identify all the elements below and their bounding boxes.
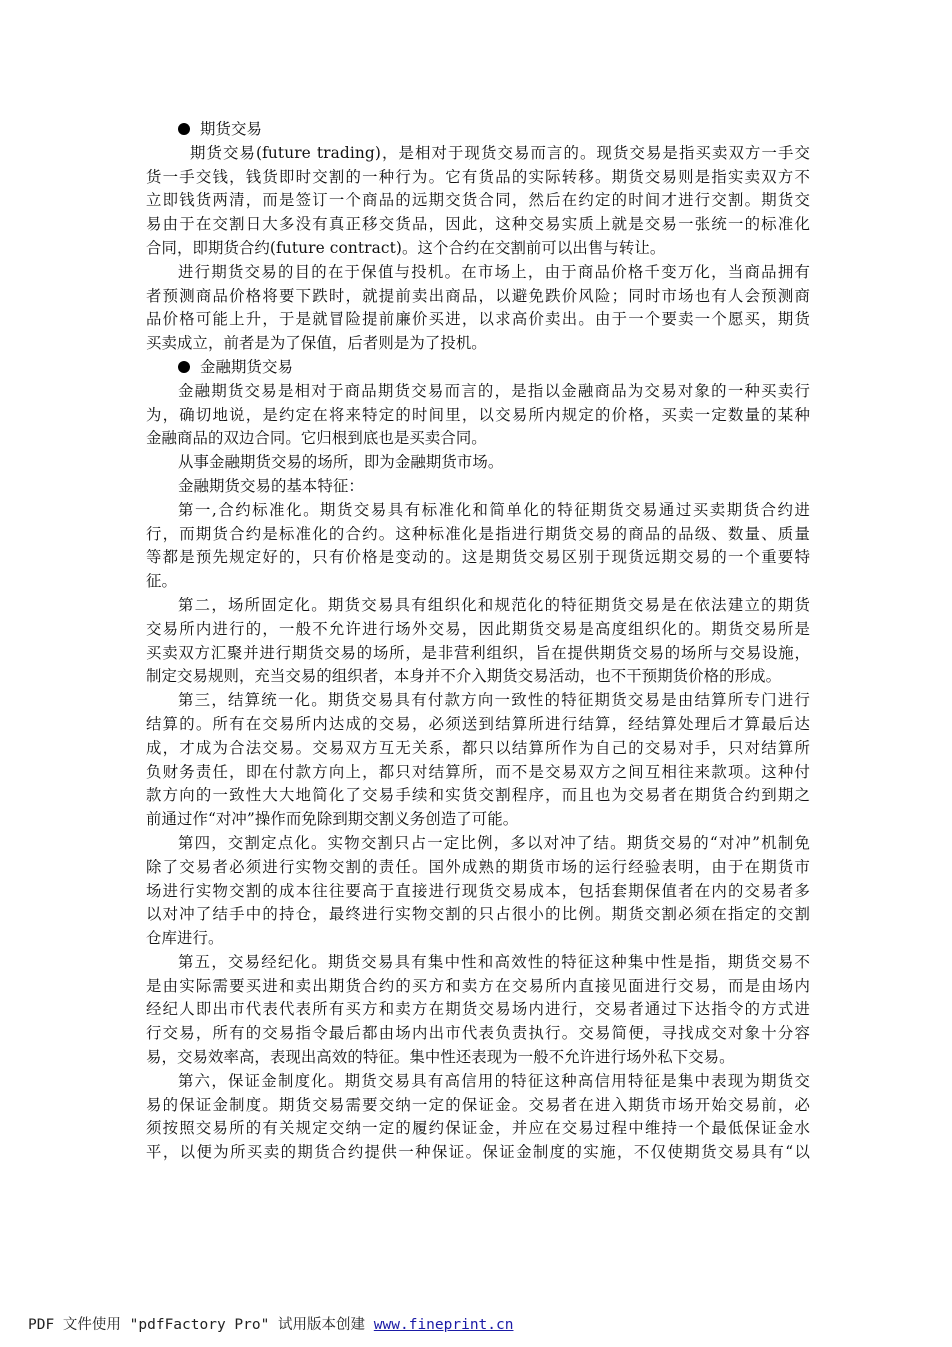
pdf-footer (28, 1313, 513, 1334)
paragraph-feature-4 (146, 832, 810, 951)
paragraph-line: 为，确切地说，是约定在将来特定的时间里，以交易所内规定的价格，买卖一定数量的某种 (146, 405, 810, 424)
paragraph-line: 负财务责任，即在付款方向上，都只对结算所，而不是交易双方之间互相往来款项。这种付 (146, 762, 810, 781)
paragraph-line: 买卖成立，前者是为了保值，后者则是为了投机。 (146, 334, 487, 353)
paragraph-line: 金融期货交易是相对于商品期货交易而言的，是指以金融商品为交易对象的一种买卖行 (178, 381, 810, 400)
paragraph-line: 立即钱货两清，而是签订一个商品的远期交货合同，然后在约定的时间才进行交割。期货交 (146, 191, 810, 210)
paragraph-financial-futures-definition (146, 380, 810, 451)
paragraph-market: 从事金融期货交易的场所，即为金融期货市场。 (178, 453, 504, 472)
paragraph-line: 经纪人即出市代表代表所有买方和卖方在期货交易场内进行，交易者通过下达指令的方式进 (146, 1000, 810, 1019)
paragraph-line: 第四，交割定点化。实物交割只占一定比例，多以对冲了结。期货交易的“对冲”机制免 (178, 833, 810, 852)
paragraph-line: 品价格可能上升，于是就冒险提前廉价买进，以求高价卖出。由于一个要卖一个愿买，期货 (146, 310, 810, 329)
paragraph-line: 期货交易(future trading)，是相对于现货交易而言的。现货交易是指买卖双方一手交 (190, 143, 810, 162)
paragraph-line: 以对冲了结手中的持仓，最终进行实物交割的只占很小的比例。期货交割必须在指定的交割 (146, 905, 810, 924)
section-heading-financial-futures: 金融期货交易 (146, 356, 810, 380)
document-body (146, 118, 810, 1165)
paragraph-line: 款方向的一致性大大地简化了交易手续和实货交割程序，而且也为交易者在期货合约到期之 (146, 786, 810, 805)
paragraph-line: 交易所内进行的，一般不允许进行场外交易，因此期货交易是高度组织化的。期货交易所是 (146, 619, 810, 638)
paragraph-line: 易，交易效率高，表现出高效的特征。集中性还表现为一般不允许进行场外私下交易。 (146, 1048, 735, 1067)
paragraph-feature-6 (146, 1070, 810, 1165)
paragraph-line: 易由于在交割日大多没有真正移交货品，因此，这种交易实质上就是交易一张统一的标准化 (146, 215, 810, 234)
paragraph-line: 者预测商品价格将要下跌时，就提前卖出商品，以避免跌价风险；同时市场也有人会预测商 (146, 286, 810, 305)
paragraph-line: 除了交易者必须进行实物交割的责任。国外成熟的期货市场的运行经验表明，由于在期货市 (146, 857, 810, 876)
paragraph-line: 第五，交易经纪化。期货交易具有集中性和高效性的特征这种集中性是指，期货交易不 (178, 952, 810, 971)
paragraph-line: 行，而期货合约是标准化的合约。这种标准化是指进行期货交易的商品的品级、数量、质量 (146, 524, 810, 543)
paragraph-features-intro: 金融期货交易的基本特征： (178, 476, 364, 495)
paragraph-line: 仓库进行。 (146, 929, 224, 948)
paragraph-line: 须按照交易所的有关规定交纳一定的履约保证金，并应在交易过程中维持一个最低保证金水 (146, 1119, 810, 1138)
paragraph-line: 进行期货交易的目的在于保值与投机。在市场上，由于商品价格千变万化，当商品拥有 (178, 262, 810, 281)
paragraph-line: 场进行实物交割的成本往往要高于直接进行现货交易成本，包括套期保值者在内的交易者多 (146, 881, 810, 900)
footer-link[interactable]: www.fineprint.cn (373, 1317, 514, 1333)
paragraph-line: 货一手交钱，钱货即时交割的一种行为。它有货品的实际转移。期货交易则是指实卖双方不 (146, 167, 810, 186)
bullet-icon (178, 361, 190, 373)
paragraph-line: 等都是预先规定好的，只有价格是变动的。这是期货交易区别于现货远期交易的一个重要特 (146, 548, 810, 567)
paragraph-line: 合同，即期货合约(future contract)。这个合约在交割前可以出售与转让。 (146, 238, 666, 257)
paragraph-line: 第三，结算统一化。期货交易具有付款方向一致性的特征期货交易是由结算所专门进行 (178, 691, 810, 710)
bullet-icon (178, 123, 190, 135)
paragraph-futures-purpose (146, 261, 810, 356)
paragraph-line: 行交易，所有的交易指令最后都由场内出市代表负责执行。交易简便，寻找成交对象十分容 (146, 1024, 810, 1043)
paragraph-futures-definition (146, 142, 810, 261)
paragraph-line: 成，才成为合法交易。交易双方互无关系，都只以结算所作为自己的交易对手，只对结算所 (146, 738, 810, 757)
paragraph-line: 征。 (146, 572, 177, 591)
paragraph-feature-5 (146, 951, 810, 1070)
paragraph-feature-1 (146, 499, 810, 594)
section-heading-futures: 期货交易 (146, 118, 810, 142)
paragraph-line: 第六，保证金制度化。期货交易具有高信用的特征这种高信用特征是集中表现为期货交 (178, 1071, 810, 1090)
paragraph-line: 平，以便为所买卖的期货合约提供一种保证。保证金制度的实施，不仅使期货交易具有“以 (146, 1143, 810, 1162)
paragraph-line: 买卖双方汇聚并进行期货交易的场所，是非营利组织，旨在提供期货交易的场所与交易设施， (146, 643, 810, 662)
paragraph-feature-2 (146, 594, 810, 689)
paragraph-feature-3 (146, 689, 810, 832)
footer-text: PDF 文件使用 "pdfFactory Pro" 试用版本创建 (28, 1317, 374, 1333)
paragraph-line: 制定交易规则，充当交易的组织者，本身并不介入期货交易活动，也不干预期货价格的形成。 (146, 667, 782, 686)
paragraph-line: 结算的。所有在交易所内达成的交易，必须送到结算所进行结算，经结算处理后才算最后达 (146, 714, 810, 733)
paragraph-line: 易的保证金制度。期货交易需要交纳一定的保证金。交易者在进入期货市场开始交易前，必 (146, 1095, 810, 1114)
paragraph-line: 前通过作“对冲”操作而免除到期交割义务创造了可能。 (146, 810, 519, 829)
paragraph-line: 金融商品的双边合同。它归根到底也是买卖合同。 (146, 429, 487, 448)
paragraph-line: 第一,合约标准化。期货交易具有标准化和简单化的特征期货交易通过买卖期货合约进 (178, 500, 810, 519)
paragraph-line: 第二，场所固定化。期货交易具有组织化和规范化的特征期货交易是在依法建立的期货 (178, 595, 810, 614)
paragraph-line: 是由实际需要买进和卖出期货合约的买方和卖方在交易所内直接见面进行交易，而是由场内 (146, 976, 810, 995)
